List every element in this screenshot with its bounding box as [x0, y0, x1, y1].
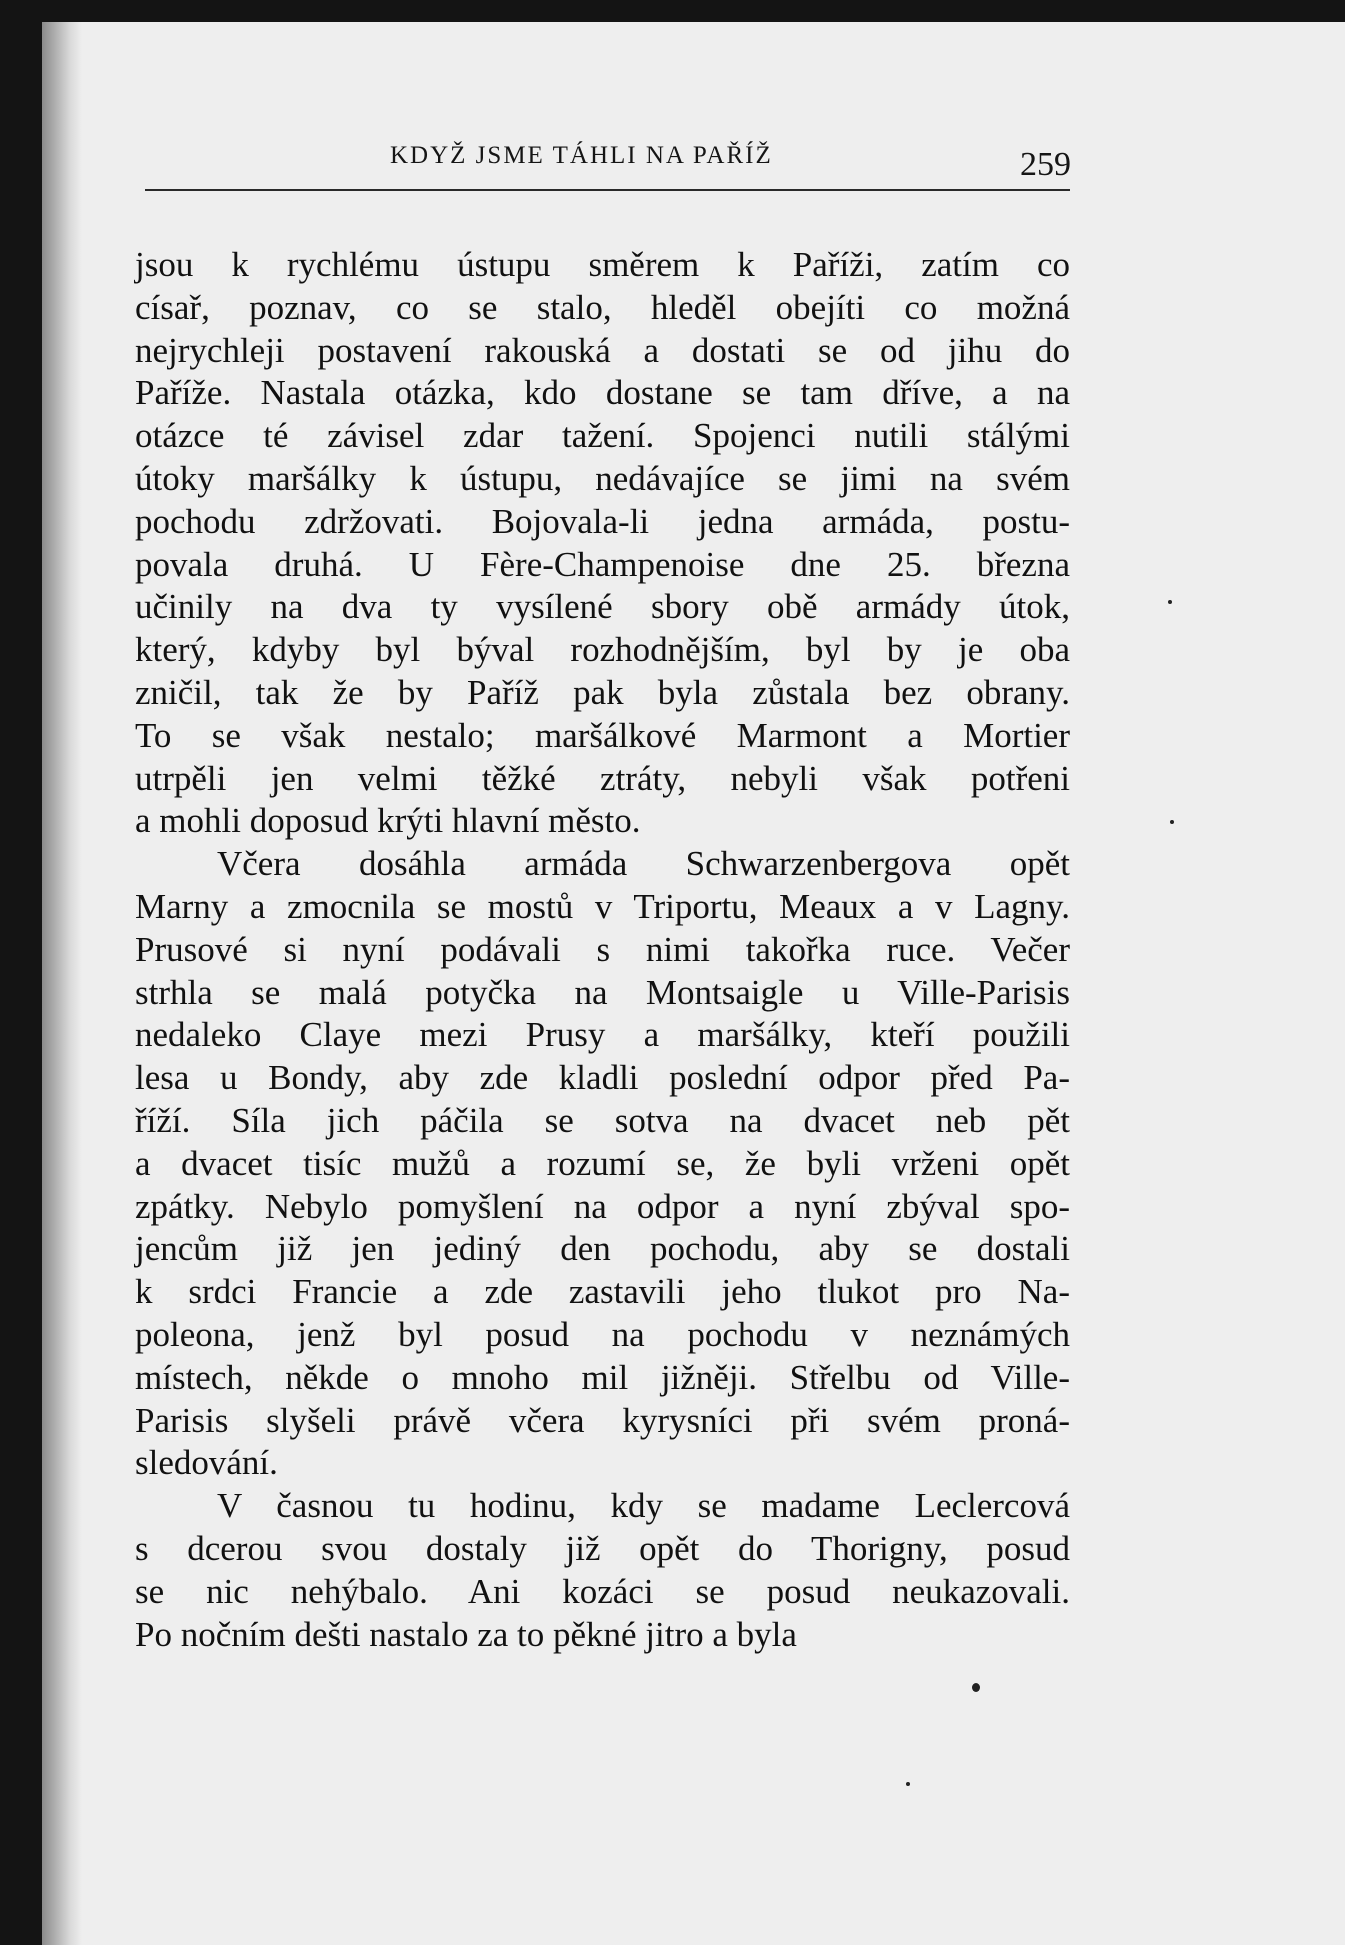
text-line: učinily na dva ty vysílené sbory obě armády útok, [135, 587, 1070, 627]
text-line: císař, poznav, co se stalo, hleděl obejíti co možná [135, 287, 1070, 327]
text-line: sledování. [135, 1443, 278, 1483]
ink-speck [1170, 820, 1174, 824]
text-line: s dcerou svou dostaly již opět do Thorigny, posud [135, 1528, 1070, 1568]
text-line: zpátky. Nebylo pomyšlení na odpor a nyní zbýval spo- [135, 1186, 1070, 1226]
header-rule [145, 189, 1070, 191]
text-line: Včera dosáhla armáda Schwarzenbergova opět [217, 844, 1070, 884]
text-line: se nic nehýbalo. Ani kozáci se posud neukazovali. [135, 1571, 1070, 1611]
text-line: útoky maršálky k ústupu, nedávajíce se jimi na svém [135, 458, 1070, 498]
text-line: jsou k rychlému ústupu směrem k Paříži, zatím co [135, 245, 1070, 284]
body-text [135, 244, 1070, 1656]
text-line: Paříže. Nastala otázka, kdo dostane se tam dříve, a na [135, 373, 1070, 413]
text-line: zničil, tak že by Paříž pak byla zůstala bez obrany. [135, 672, 1070, 712]
text-line: strhla se malá potyčka na Montsaigle u Ville-Parisis [135, 972, 1070, 1012]
text-line: poleona, jenž byl posud na pochodu v neznámých [135, 1314, 1070, 1354]
text-line: místech, někde o mnoho mil jižněji. Střelbu od Ville- [135, 1357, 1070, 1397]
text-line: a dvacet tisíc mužů a rozumí se, že byli vrženi opět [135, 1143, 1070, 1183]
text-line: lesa u Bondy, aby zde kladli poslední odpor před Pa- [135, 1058, 1070, 1098]
page-number: 259 [1020, 146, 1071, 183]
text-line: Prusové si nyní podávali s nimi takořka ruce. Večer [135, 929, 1070, 969]
text-line: V časnou tu hodinu, kdy se madame Leclercová [217, 1486, 1070, 1526]
text-line: Parisis slyšeli právě včera kyrysníci při svém proná- [135, 1400, 1070, 1440]
text-line: povala druhá. U Fère-Champenoise dne 25. března [135, 544, 1070, 584]
ink-speck [972, 1683, 980, 1692]
text-line: který, kdyby byl býval rozhodnějším, byl by je oba [135, 630, 1070, 670]
running-title: KDYŽ JSME TÁHLI NA PAŘÍŽ [390, 142, 773, 169]
text-line: a mohli doposud krýti hlavní město. [135, 801, 641, 841]
text-line: otázce té závisel zdar tažení. Spojenci nutili stálými [135, 416, 1070, 456]
text-line: Marny a zmocnila se mostů v Triportu, Meaux a v Lagny. [135, 886, 1070, 926]
text-line: pochodu zdržovati. Bojovala-li jedna armáda, postu- [135, 501, 1070, 541]
text-line: jencům již jen jediný den pochodu, aby se dostali [135, 1229, 1070, 1269]
ink-speck [906, 1782, 910, 1786]
text-line: nejrychleji postavení rakouská a dostati se od jihu do [135, 330, 1070, 370]
text-line: To se však nestalo; maršálkové Marmont a Mortier [135, 715, 1070, 755]
text-line: utrpěli jen velmi těžké ztráty, nebyli však potřeni [135, 758, 1070, 798]
gutter-shadow [42, 22, 82, 1945]
ink-speck [1168, 600, 1172, 604]
text-line: k srdci Francie a zde zastavili jeho tlukot pro Na- [135, 1272, 1070, 1312]
text-line: Po nočním dešti nastalo za to pěkné jitro a byla [135, 1614, 797, 1654]
text-line: říží. Síla jich páčila se sotva na dvacet neb pět [135, 1100, 1070, 1140]
text-line: nedaleko Claye mezi Prusy a maršálky, kteří použili [135, 1015, 1070, 1055]
